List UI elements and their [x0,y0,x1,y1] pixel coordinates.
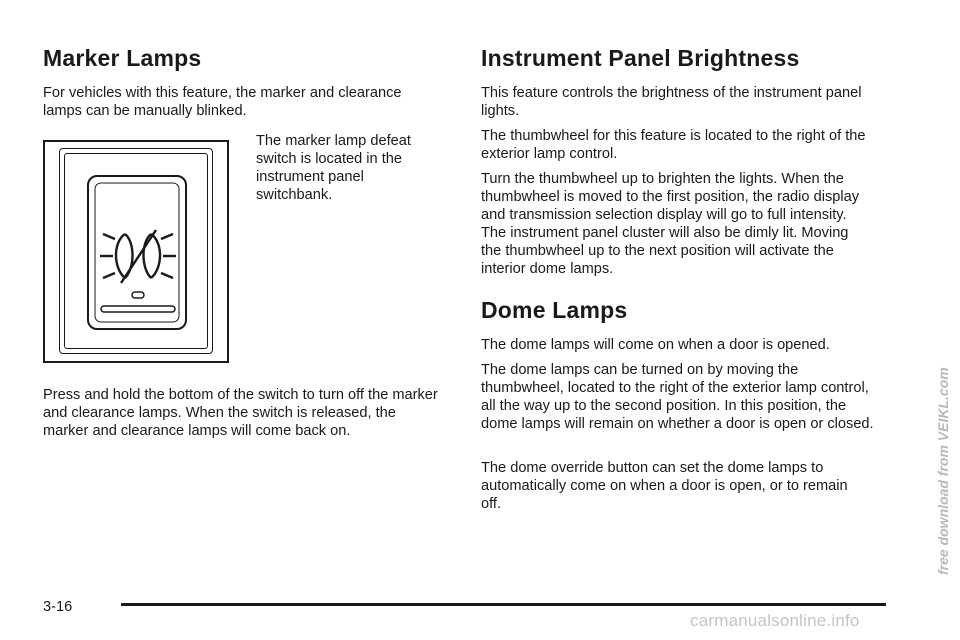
page-number: 3-16 [43,599,73,615]
caption-line-3: instrument panel [256,169,364,185]
brightness-para-3: Turn the thumbwheel up to brighten the lights. When the thumbwheel is moved to the first position, the radio display and transmission selection display will go to full intensity. The instrument panel cluster will also be dimly lit. Moving the thumbwheel up to the next position will activate the interior dome lamps. [481,171,860,277]
bottom-watermark: carmanualsonline.info [690,611,860,630]
dome-para-2: The dome lamps can be turned on by moving the thumbwheel, located to the right of the exterior lamp control, all the way up to the second position. In this position, the dome lamps will remain on whether a door is open or closed. [481,362,874,432]
caption-line-4: switchbank. [256,187,333,203]
marker-lamps-intro: For vehicles with this feature, the marker and clearance lamps can be manually blinked. [43,85,402,119]
footer-rule [121,603,886,606]
marker-lamp-switch-icon [45,142,231,365]
caption-line-2: switch is located in the [256,151,403,167]
marker-lamps-body: Press and hold the bottom of the switch to turn off the marker and clearance lamps. When the switch is released, the marker and clearance lamps will come back on. [43,387,438,439]
brightness-para-2: The thumbwheel for this feature is located to the right of the exterior lamp control. [481,128,866,162]
marker-lamp-switch-illustration [43,140,229,363]
figure-caption [256,132,446,204]
caption-line-1: The marker lamp defeat [256,133,411,149]
dome-lamps-heading: Dome Lamps [481,297,628,323]
dome-para-1: The dome lamps will come on when a door is opened. [481,337,830,353]
vertical-watermark-text: free download from VEIKL.com [935,367,951,575]
instrument-panel-brightness-heading: Instrument Panel Brightness [481,45,800,71]
dome-para-3: The dome override button can set the dome lamps to automatically come on when a door is open, or to remain off. [481,460,848,512]
vertical-watermark [932,250,954,580]
marker-lamps-heading: Marker Lamps [43,45,202,71]
brightness-para-1: This feature controls the brightness of the instrument panel lights. [481,85,862,119]
